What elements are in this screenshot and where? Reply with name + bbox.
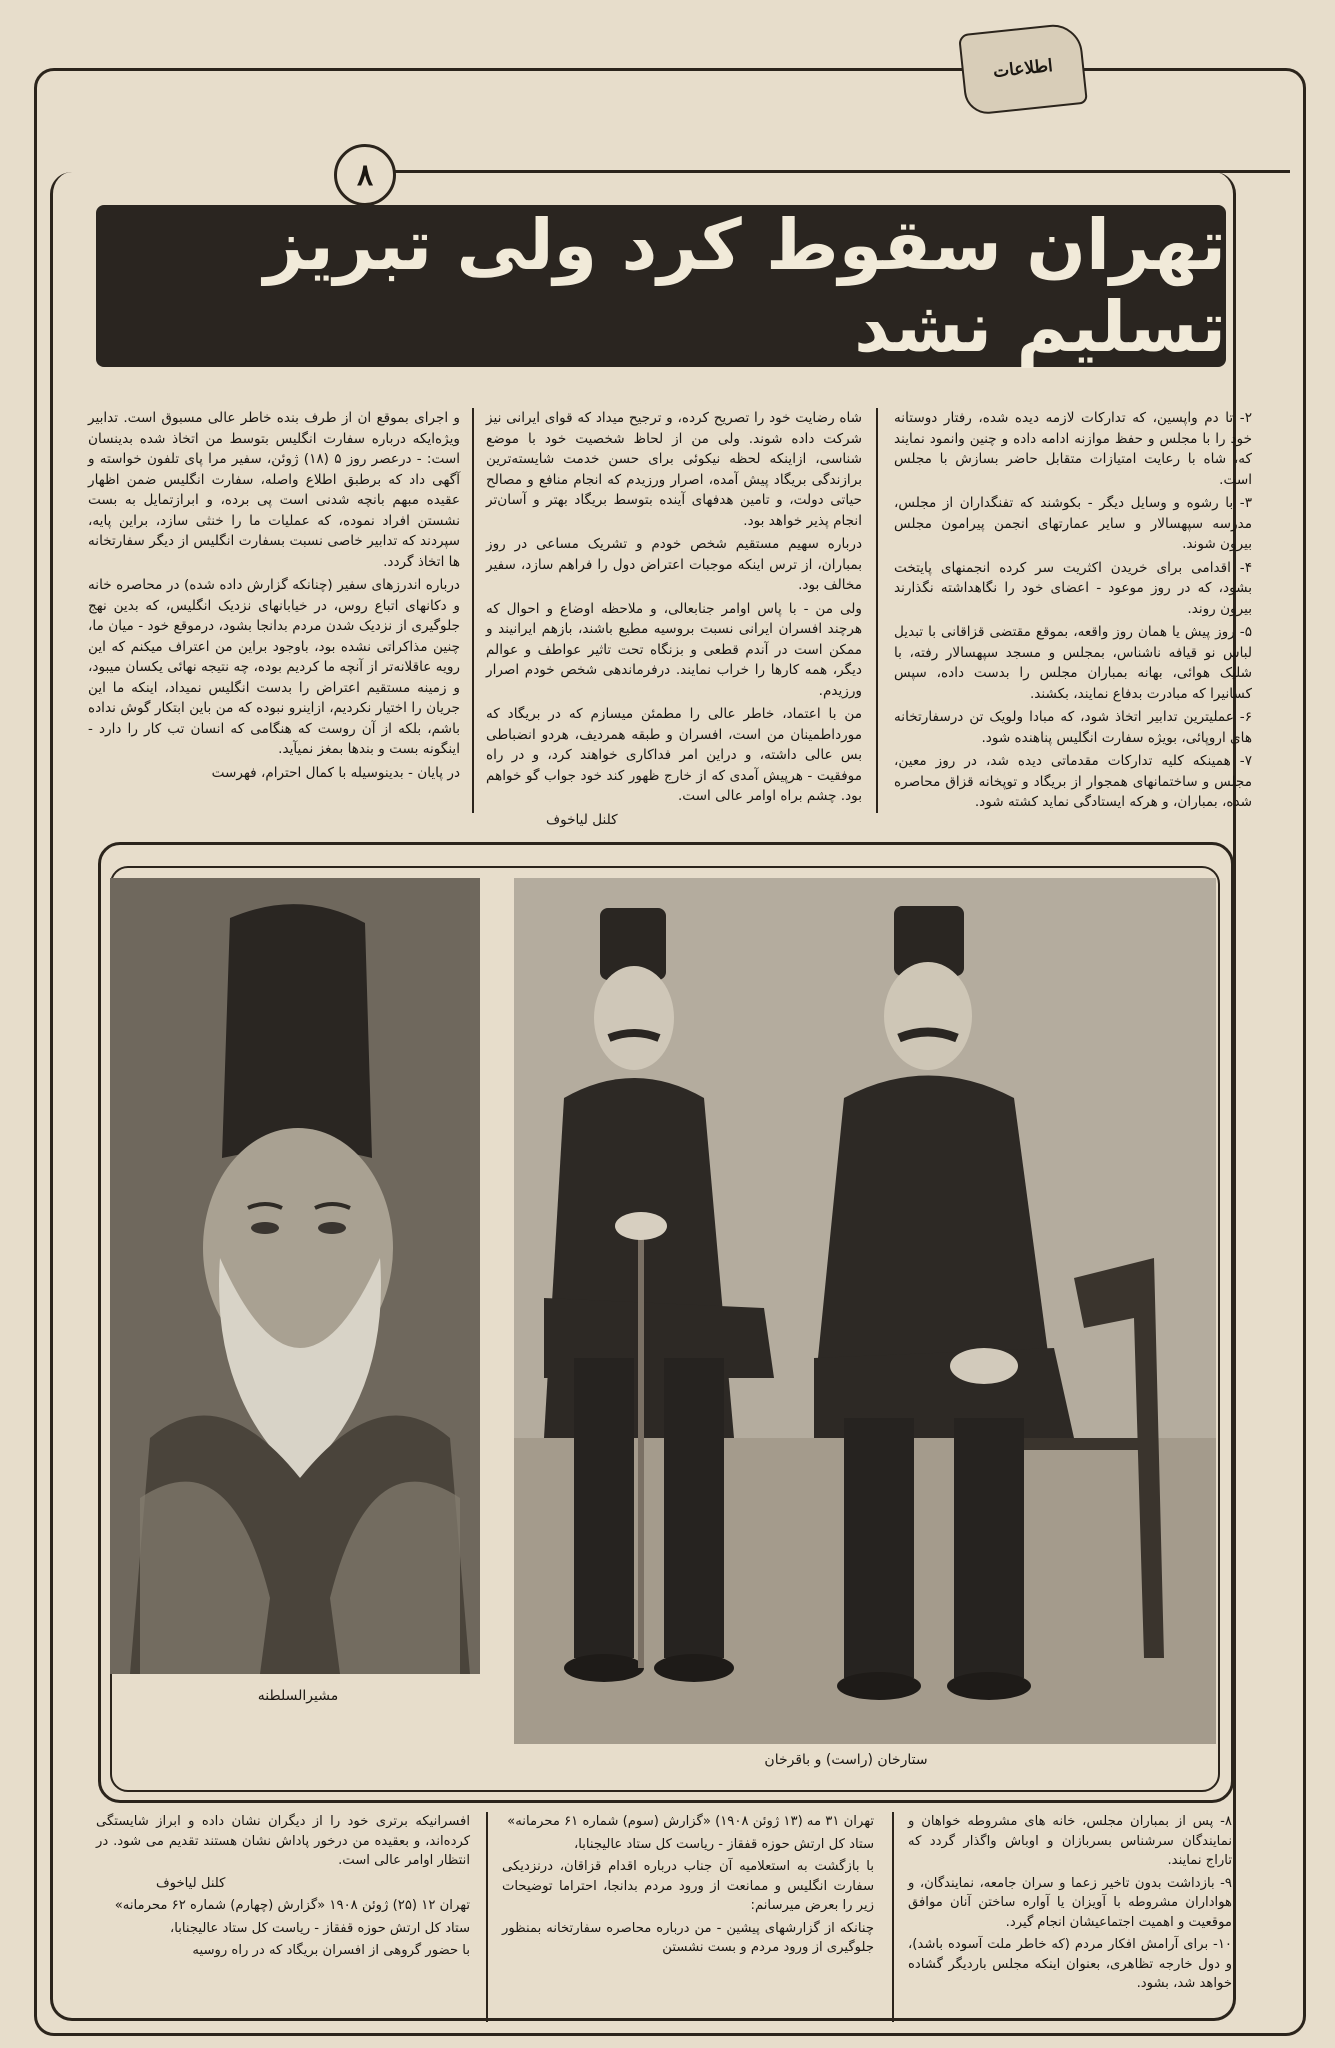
portrait-photo-moshir-al-saltaneh [110,878,480,1674]
paragraph: چنانکه از گزارشهای پیشین - من درباره محاصره سفارتخانه بمنظور جلوگیری از ورود مردم و بست نشستن [502,1920,874,1955]
paragraph: من با اعتماد، خاطر عالی را مطمئن میسازم که در بریگاد که مورداطمینان من است، افسران و طبقه همردیف، هردو انضباطی بس عالی داشته، و دراین امر فداکاری خواهند کرد، و در راه موفقیت - هرپیش آمدی که از خارج ظهور کند خود جواب گو خواهم بود. چشم براه اوامر عالی است. [486,706,862,804]
paragraph: ولی من - با پاس اوامر جنابعالی، و ملاحظه اوضاع و احوال که هرچند افسران ایرانی نسبت بروسیه مطیع باشند، بازهم ایرانیند و ممکن است در آندم قطعی و بزنگاه تحت تاثیر عواطف و عوالم دیگر، همه کارها را خراب نمایند. درفرماندهی شخص خودم اصرار ورزیدم. [486,600,862,699]
group-photo-caption: ستارخان (راست) و باقرخان [764,1752,928,1768]
column-divider [876,408,878,813]
paragraph: ۲- تا دم واپسین، که تدارکات لازمه دیده شده، رفتار دوستانه خود را با مجلس و حفظ موازنه ادامه داده و چنین وانمود نمایند که، شاه با رعایت امتیازات متقابل حاضر بسازش با مجلس است. [894,410,1252,488]
paragraph: شاه رضایت خود را تصریح کرده، و ترجیح میداد که قوای ایرانی نیز شرکت داده شوند. ولی من از لحاظ شخصیت خود با موضع شناسی، ازاینکه لحظه نیکوئی برای حسن خدمت شایسته‌ترین برازندگی بریگاد پیش آمده، اصرار ورزیدم که انجام منافع و مصالح حیاتی دولت، و تامین هدفهای آینده بتوسط بریگاد بهتر و آسان‌تر انجام پذیر خواهد بود. [486,410,862,529]
portrait-caption: مشیرالسلطنه [257,1688,339,1704]
article-column-right [894,408,1252,818]
signature: کلنل لیاخوف [546,811,618,828]
bottom-column-left [96,1812,470,2022]
paragraph: درباره اندرزهای سفیر (چنانکه گزارش داده شده) در محاصره خانه و دکانهای اتباع روس، در خیابانهای نزدیک انگلیس، که بدین نهج جلوگیری از نزدیک شدن مردم بدانجا بشود، درموقع خود - میان ما، چنین مذاکراتی نشده بود، باوجود براین من اعتراف میکنم که این رویه عاقلانه‌تر از آنچه ما کردیم بوده، چه نتیجه نهائی یکسان میبود، و زمینه مستقیم اعتراض را بدست انگلیس نمیداد، اینکه ما این جریان را اختیار نکردیم، ازاینرو نبوده که من باین ابتکار گوش نداده باشم، بلکه از آن روست که هنگامی که انسان تب کار را دارد - اینگونه بست و بندها بمغز نمیآید. [88,577,460,757]
group-photo-sattar-khan-baqer-khan [514,878,1216,1744]
signature: کلنل لیاخوف [156,1875,226,1891]
logo-text: اطلاعات [992,55,1054,83]
paragraph: ۹- بازداشت بدون تاخیر زعما و سران جامعه، نمایندگان، و هواداران مشروطه با آویزان یا آواره ساختن آنان موافق موقعیت و اهمیت اجتماعیشان انجام گیرد. [908,1875,1232,1930]
paragraph: در پایان - بدینوسیله با کمال احترام، فهرست [211,764,460,781]
column-divider [486,1812,488,2022]
paragraph: ۳- با رشوه و وسایل دیگر - بکوشند که تفنگداران از مجلس، مدرسه سپهسالار و سایر عمارتهای انجمن پیرامون مجلس بیرون شوند. [894,495,1252,552]
headline-banner [96,205,1226,367]
group-photo-illustration [514,878,1216,1744]
article-column-middle [486,408,862,828]
paragraph: ۴- اقدامی برای خریدن اکثریت سر کرده انجمنهای پایتخت بشود، که در روز موعود - اعضای خود را نگاهداشته نگذارند بیرون روند. [894,559,1252,617]
paragraph: ستاد کل ارتش حوزه قفقاز - ریاست کل ستاد عالیجنابا، [573,1836,874,1852]
paragraph: با حضور گروهی از افسران بریگاد که در راه روسیه [192,1943,470,1958]
paragraph: تهران ۱۲ (۲۵) ژوئن ۱۹۰۸ «گزارش (چهارم) شماره ۶۲ محرمانه» [114,1898,470,1913]
paragraph: ۸- پس از بمباران مجلس، خانه های مشروطه خواهان و نمایندگان سرشناس بسربازان و اوباش واگذار گردد که تاراج نمایند. [908,1814,1232,1868]
headline: تهران سقوط کرد ولی تبریز تسلیم نشد [263,204,1226,368]
bottom-column-right [908,1812,1232,2022]
column-divider [472,408,474,813]
page-number-rule [390,170,1290,173]
bottom-column-middle [502,1812,874,2022]
paragraph: ۷- همینکه کلیه تدارکات مقدماتی دیده شد، در روز معین، مجلس و ساختمانهای همجوار از بریگاد و توپخانه قزاق محاصره شده، بمباران، و هرکه ایستادگی نماید کشته شود. [894,753,1252,810]
paragraph: ستاد کل ارتش حوزه قفقاز - ریاست کل ستاد عالیجنابا، [169,1920,470,1936]
paragraph: با بازگشت به استعلامیه آن جناب درباره اقدام قزاقان، درنزدیکی سفارت انگلیس و ممانعت از ورود مردم بدانجا، احتراما توضیحات زیر را بعرض میرسانم: [502,1859,874,1913]
paragraph: درباره سهیم مستقیم شخص خودم و تشریک مساعی در روز بمباران، از ترس اینکه موجبات اعتراض دول را فراهم سازد، سفیر مخالف بود. [486,536,862,593]
paragraph: ۶- عملیترین تدابیر اتخاذ شود، که مبادا ولویک تن درسفارتخانه های اروپائی، بویژه سفارت انگلیس پناهنده شود. [894,709,1252,746]
paragraph: ۱۰- برای آرامش افکار مردم (که خاطر ملت آسوده باشد)، و دول خارجه تظاهری، بعنوان اینکه مجلس باردیگر گشاده خواهد شد، بشود. [908,1937,1232,1991]
article-column-left [88,408,460,818]
portrait-illustration [110,878,480,1674]
masthead-logo [958,22,1088,116]
paragraph: و اجرای بموقع ان از طرف بنده خاطر عالی مسبوق است. تدابیر ویژه‌ایکه درباره سفارت انگلیس بتوسط من اتخاذ شده بدینسان است: - درعصر روز ۵ (۱۸) ژوئن، سفیر مرا پای تلفون خواسته و آگهی داد که برطبق اطلاع واصله، سفارت انگلیس ضمن اظهار عقیده مبهم بانچه شدنی است پی برده، و ابرازتمایل به بست نشستن افراد نموده، که عملیات ما را خنثی سازد، براین پایه، سپردند که تدابیر خاصی نسبت بسفارت انگلیس از دیگر سفارتخانه ها اتخاذ گردد. [88,410,461,570]
paragraph: افسرانیکه برتری خود را از دیگران نشان داده و ابراز شایستگی کرده‌اند، و بعقیده من درخور پاداش نشان هستند تقدیم می شود. در انتظار اوامر عالی است. [96,1814,470,1868]
paragraph: ۵- روز پیش یا همان روز واقعه، بموقع مقتضی قزاقانی با تبدیل لباس نو قیافه ناشناس، بمجلس و مسجد سپهسالار رفته، با شلیک هوائی، بهانه بمباران مجلس را بدست داده، سپس کسانیرا که مبادرت بدفاع نمایند، بکشند. [894,624,1252,702]
page-number: ۸ [334,144,396,206]
column-divider [892,1812,894,2022]
paragraph: تهران ۳۱ مه (۱۳ ژوئن ۱۹۰۸) «گزارش (سوم) شماره ۶۱ محرمانه» [507,1814,874,1829]
